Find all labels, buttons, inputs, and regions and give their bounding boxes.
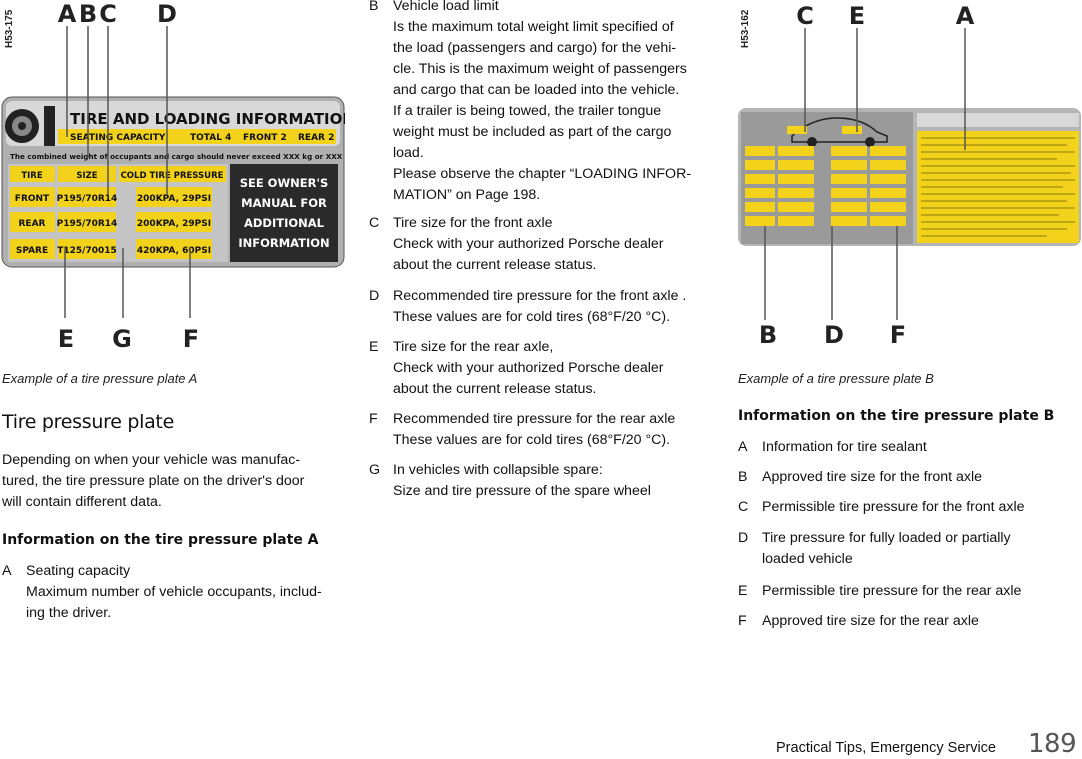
callout-d: D — [157, 0, 177, 28]
footer-section: Practical Tips, Emergency Service — [776, 740, 996, 756]
list-line: Permissible tire pressure for the rear axle — [762, 583, 1022, 599]
figure-plate-b — [737, 0, 1082, 355]
list-key: F — [738, 613, 747, 629]
callout-f: F — [182, 325, 200, 353]
callout-e: E — [848, 2, 866, 30]
list-item-a — [2, 561, 347, 624]
seating-label: SEATING CAPACITY — [70, 133, 166, 143]
list-line: ing the driver. — [26, 605, 112, 621]
intro-paragraph — [2, 450, 304, 513]
list-line: Maximum number of vehicle occupants, includ- — [26, 584, 322, 600]
list-line: weight must be included as part of the cargo — [393, 124, 672, 140]
callout-b: B — [78, 0, 98, 28]
callout-d: D — [824, 321, 844, 349]
list-line: Check with your authorized Porsche dealer — [393, 360, 664, 376]
combined-weight: The combined weight of occupants and cargo should never exceed XXX kg or XXX lbs* — [10, 152, 345, 161]
caption-plate-b: Example of a tire pressure plate B — [738, 371, 934, 386]
row-front-pressure: 200KPA, 29PSI — [136, 194, 212, 204]
list-line: Approved tire size for the rear axle — [762, 613, 979, 629]
see-manual-line-2: MANUAL FOR — [241, 196, 327, 210]
callout-b: B — [758, 321, 778, 349]
front-label: FRONT 2 — [243, 133, 287, 143]
list-line: If a trailer is being towed, the trailer tongue — [393, 103, 662, 119]
see-manual-line-4: INFORMATION — [238, 236, 330, 250]
list-key: B — [369, 0, 379, 14]
plate-a-title: TIRE AND LOADING INFORMATION — [70, 110, 345, 128]
row-spare-pressure: 420KPA, 60PSI — [136, 246, 212, 256]
caption-plate-a: Example of a tire pressure plate A — [2, 371, 198, 386]
plate-b-graphic — [737, 0, 1082, 355]
list-line: Seating capacity — [26, 563, 131, 579]
intro-line: tured, the tire pressure plate on the driver's door — [2, 473, 305, 489]
see-manual-line-3: ADDITIONAL — [243, 216, 325, 230]
row-rear-tire: REAR — [18, 219, 46, 229]
total-label: TOTAL 4 — [190, 133, 232, 143]
row-spare-size: T125/70015 — [57, 246, 117, 256]
list-line: Permissible tire pressure for the front axle — [762, 499, 1025, 515]
list-line: cle. This is the maximum weight of passengers — [393, 61, 687, 77]
col-tire: TIRE — [21, 171, 43, 181]
subheading-plate-a: Information on the tire pressure plate A — [2, 532, 319, 548]
list-line: These values are for cold tires (68°F/20 °C). — [393, 432, 671, 448]
row-rear-pressure: 200KPA, 29PSI — [136, 219, 212, 229]
list-line: Approved tire size for the front axle — [762, 469, 983, 485]
row-front-size: P195/70R14 — [56, 194, 118, 204]
list-line: Size and tire pressure of the spare wheel — [393, 483, 651, 499]
list-line: Please observe the chapter “LOADING INFOR- — [393, 166, 692, 182]
col-size: SIZE — [76, 171, 98, 181]
intro-line: will contain different data. — [2, 494, 162, 510]
list-key: F — [369, 411, 378, 427]
list-key: C — [369, 215, 380, 231]
plate-a-graphic — [0, 0, 345, 355]
figure-b-id: H53-162 — [740, 9, 751, 48]
list-line: Tire size for the rear axle, — [393, 339, 554, 355]
see-manual-line-1: SEE OWNER'S — [239, 176, 329, 190]
rear-label: REAR 2 — [298, 133, 335, 143]
heading-tire-pressure-plate: Tire pressure plate — [2, 411, 174, 433]
list-line: Recommended tire pressure for the rear axle — [393, 411, 676, 427]
page-number: 189 — [1028, 729, 1077, 759]
list-key: B — [738, 469, 748, 485]
list-line: Is the maximum total weight limit specified of — [393, 19, 674, 35]
list-line: In vehicles with collapsible spare: — [393, 462, 603, 478]
callout-c: C — [99, 0, 117, 28]
list-key: D — [738, 530, 749, 546]
list-line: Vehicle load limit — [393, 0, 499, 14]
callout-g: G — [112, 325, 132, 353]
row-rear-size: P195/70R14 — [56, 219, 118, 229]
row-front-tire: FRONT — [14, 194, 50, 204]
list-line: about the current release status. — [393, 257, 597, 273]
list-line: loaded vehicle — [762, 551, 853, 567]
list-key: A — [2, 563, 12, 579]
callout-f: F — [889, 321, 907, 349]
row-spare-tire: SPARE — [15, 246, 49, 256]
list-line: Recommended tire pressure for the front axle . — [393, 288, 687, 304]
list-line: These values are for cold tires (68°F/20 °C). — [393, 309, 671, 325]
list-line: Check with your authorized Porsche dealer — [393, 236, 664, 252]
list-key: A — [738, 439, 748, 455]
list-line: the load (passengers and cargo) for the vehi- — [393, 40, 677, 56]
list-key: G — [369, 462, 381, 478]
callout-a: A — [57, 0, 77, 28]
callout-e: E — [57, 325, 75, 353]
list-key: D — [369, 288, 380, 304]
col-pressure: COLD TIRE PRESSURE — [120, 171, 224, 181]
list-key: E — [369, 339, 379, 355]
list-line: MATION” on Page 198. — [393, 187, 541, 203]
list-line: about the current release status. — [393, 381, 597, 397]
list-key: E — [738, 583, 748, 599]
list-line: Tire size for the front axle — [393, 215, 553, 231]
figure-a-id: H53-175 — [4, 9, 15, 48]
tire-icon — [5, 109, 39, 143]
figure-plate-a — [0, 0, 345, 355]
intro-line: Depending on when your vehicle was manufac- — [2, 452, 301, 468]
list-line: Information for tire sealant — [762, 439, 927, 455]
subheading-plate-b: Information on the tire pressure plate B — [738, 408, 1055, 424]
list-key: C — [738, 499, 749, 515]
list-line: load. — [393, 145, 424, 161]
list-line: Tire pressure for fully loaded or partially — [762, 530, 1011, 546]
callout-c: C — [796, 2, 814, 30]
list-line: and cargo that can be loaded into the vehicle. — [393, 82, 680, 98]
callout-a: A — [955, 2, 975, 30]
